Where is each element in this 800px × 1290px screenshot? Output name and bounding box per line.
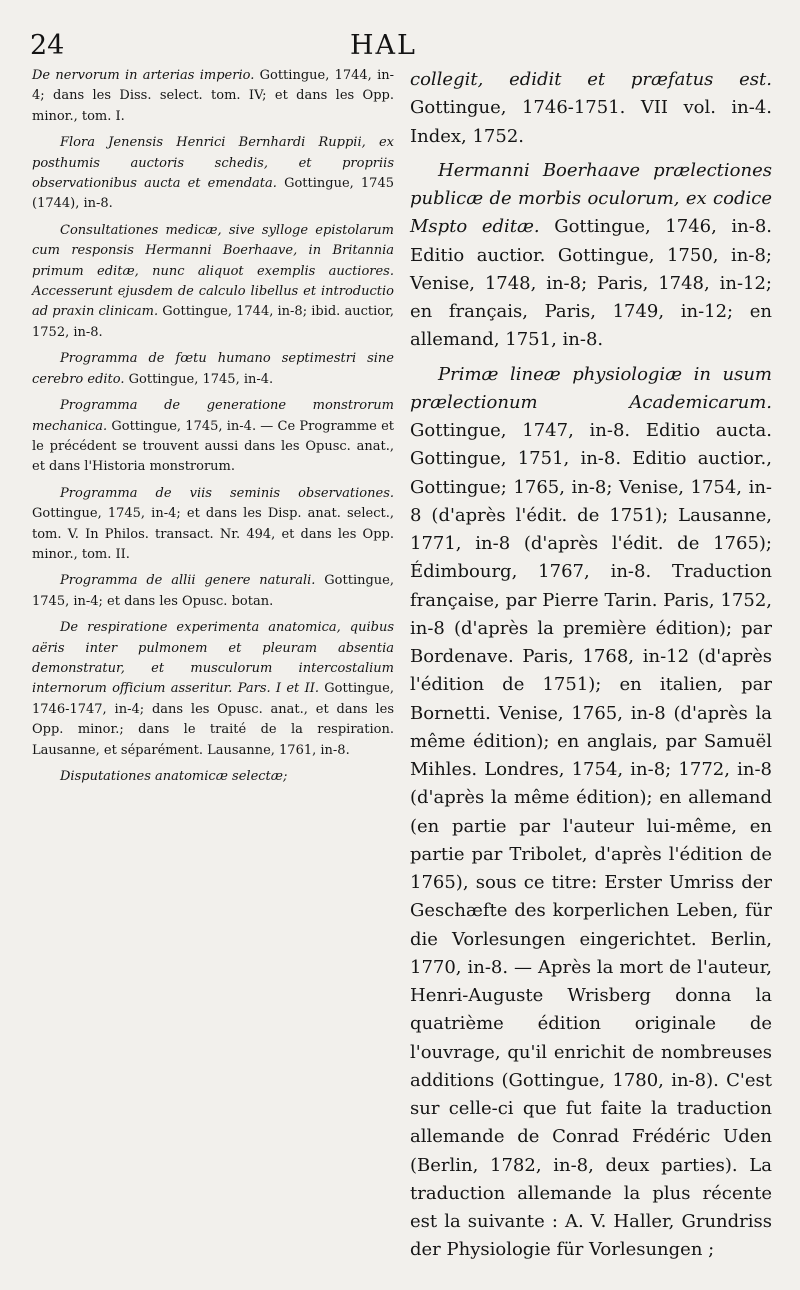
bibliography-entry: Consultationes medicæ, sive sylloge epistolarum cum responsis Hermanni Boerhaave, in Britannia primum editæ, nunc aliquot exemplis auctiores. Accesserunt ejusdem de calculo libellus et introductio ad praxin clinicam. Gottingue, 1744, in-8; ibid. auctior, 1752, in-8. [32, 222, 394, 340]
bibliography-entry: Hermanni Boerhaave prælectiones publicæ de morbis oculorum, ex codice Mspto editæ. Gottingue, 1746, in-8. Editio auctior. Gottingue, 1750, in-8; Venise, 1748, in-8; Paris, 1748, in-12; en français, Paris, 1749, in-12; en allemand, 1751, in-8. [410, 159, 772, 351]
right-column [410, 66, 772, 1271]
bibliography-entry: Flora Jenensis Henrici Bernhardi Ruppii, ex posthumis auctoris schedis, et propriis observationibus aucta et emendata. Gottingue, 1745 (1744), in-8. [32, 135, 394, 212]
text-columns [32, 66, 772, 1271]
page-number: 24 [30, 30, 65, 61]
bibliography-entry: Programma de allii genere naturali. Gottingue, 1745, in-4; et dans les Opusc. botan. [32, 573, 395, 609]
bibliography-entry: Programma de fœtu humano septimestri sine cerebro edito. Gottingue, 1745, in-4. [32, 351, 394, 387]
bibliography-entry: Programma de generatione monstrorum mechanica. Gottingue, 1745, in-4. — Ce Programme et le précédent se trouvent aussi dans les Opusc. anat., et dans l'Historia monstrorum. [32, 398, 394, 475]
bibliography-entry: De nervorum in arterias imperio. Gottingue, 1744, in-4; dans les Diss. select. tom. IV; et dans les Opp. minor., tom. I. [32, 68, 395, 124]
left-column [32, 66, 394, 1271]
bibliography-entry: Primæ lineæ physiologiæ in usum prælectionum Academicarum. Gottingue, 1747, in-8. Editio aucta. Gottingue, 1751, in-8. Editio auctior., Gottingue; 1765, in-8; Venise, 1754, in-8 (d'après l'édit. de 1751); Lausanne, 1771, in-8 (d'après l'édit. de 1765); Édimbourg, 1767, in-8. Traduction française, par Pierre Tarin. Paris, 1752, in-8 (d'après la première édition); par Bordenave. Paris, 1768, in-12 (d'après l'édition de 1751); en italien, par Bornetti. Venise, 1765, in-8 (d'après la même édition); en anglais, par Samuël Mihles. Londres, 1754, in-8; 1772, in-8 (d'après la même édition); en allemand (en partie par l'auteur lui-même, en partie par Tribolet, d'après l'édition de 1765), sous ce titre: Erster Umriss der Geschæfte des korperlichen Leben, für die Vorlesungen eingerichtet. Berlin, 1770, in-8. — Après la mort de l'auteur, Henri-Auguste Wrisberg donna la quatrième édition originale de l'ouvrage, qu'il enrichit de nombreuses additions (Gottingue, 1780, in-8). C'est sur celle-ci que fut faite la traduction allemande de Conrad Frédéric Uden (Berlin, 1782, in-8, deux parties). La traduction allemande la plus récente est la suivante : A. V. Haller, Grundriss der Physiologie für Vorlesungen ; [410, 363, 772, 1261]
running-head: HAL [350, 30, 417, 61]
bibliography-entry: De respiratione experimenta anatomica, quibus aëris inter pulmonem et pleuram absentia demonstratur, et musculorum intercostalium internorum officium asseritur. Pars. I et II. Gottingue, 1746-1747, in-4; dans les Opusc. anat., et dans les Opp. minor.; dans le traité de la respiration. Lausanne, et séparément. Lausanne, 1761, in-8. [32, 620, 394, 758]
bibliography-entry: Programma de viis seminis observationes. Gottingue, 1745, in-4; et dans les Disp. anat. select., tom. V. In Philos. transact. Nr. 494, et dans les Opp. minor., tom. II. [32, 485, 394, 562]
bibliography-entry: Disputationes anatomicæ selectæ; [60, 769, 288, 784]
bibliography-entry-continued: collegit, edidit et præfatus est. Gottingue, 1746-1751. VII vol. in-4. Index, 1752. [410, 69, 772, 147]
